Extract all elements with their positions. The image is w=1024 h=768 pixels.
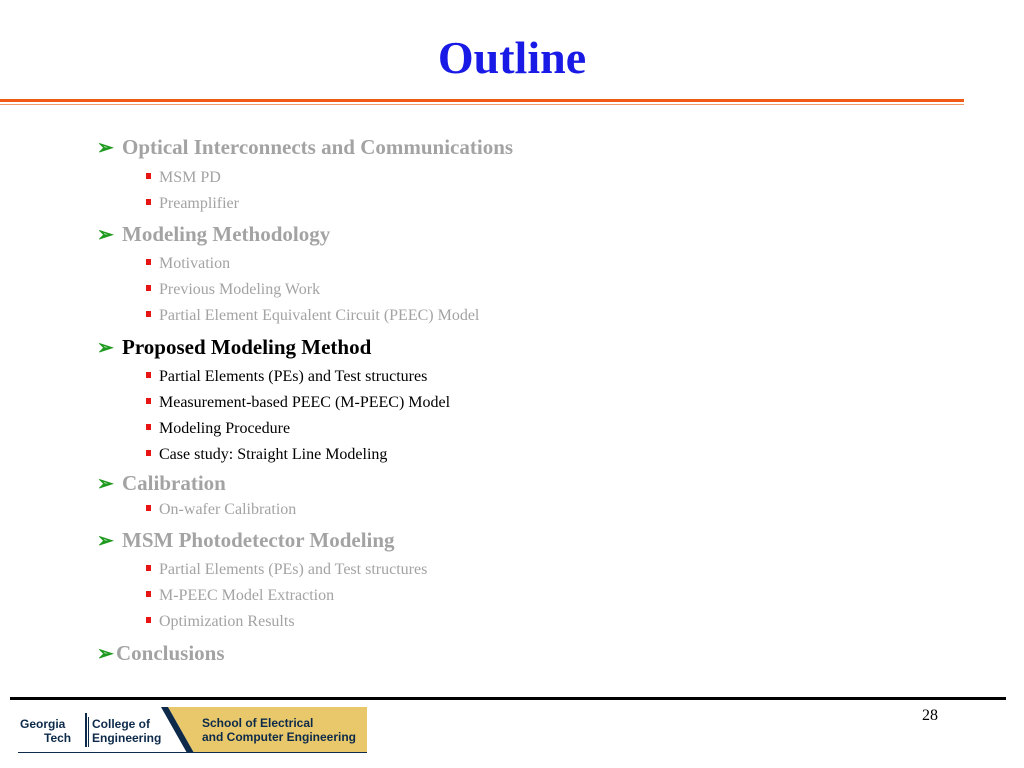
outline-subitem [146, 586, 334, 606]
arrow-bullet-icon: ➢ [97, 643, 114, 665]
footer-divider [10, 697, 1006, 700]
square-bullet-icon [146, 259, 151, 265]
arrow-bullet-icon: ➢ [97, 337, 114, 359]
square-bullet-icon [146, 311, 151, 317]
outline-section-active [97, 335, 371, 360]
title-divider [0, 99, 964, 102]
subitem-label: Motivation [159, 255, 231, 272]
square-bullet-icon [146, 617, 151, 623]
square-bullet-icon [146, 199, 151, 205]
square-bullet-icon [146, 450, 151, 456]
square-bullet-icon [146, 372, 151, 378]
square-bullet-icon [146, 505, 151, 511]
outline-subitem [146, 612, 295, 632]
institution-logo [18, 707, 367, 753]
logo-text-mid-1: College of [92, 717, 151, 731]
section-label: MSM Photodetector Modeling [122, 528, 395, 552]
logo-text-mid-2: Engineering [92, 731, 162, 745]
subitem-label: Case study: Straight Line Modeling [159, 446, 388, 463]
outline-subitem [146, 280, 320, 300]
outline-section [97, 528, 395, 553]
arrow-bullet-icon: ➢ [97, 473, 114, 495]
outline-subitem [146, 419, 290, 439]
logo-graphic [18, 707, 367, 753]
outline-subitem [146, 306, 479, 326]
outline-subitem [146, 254, 230, 274]
logo-text-right-1: School of Electrical [202, 716, 314, 730]
logo-text-right-2: and Computer Engineering [202, 730, 357, 744]
outline-subitem [146, 194, 239, 214]
outline-subitem [146, 168, 221, 188]
subitem-label: On-wafer Calibration [159, 501, 297, 518]
outline-section [97, 471, 226, 496]
subitem-label: Partial Elements (PEs) and Test structures [159, 368, 428, 385]
subitem-label: Previous Modeling Work [159, 281, 321, 298]
subitem-label: Measurement-based PEEC (M-PEEC) Model [159, 394, 451, 411]
arrow-bullet-icon: ➢ [97, 137, 114, 159]
logo-text-left-1: Georgia [20, 717, 66, 731]
subitem-label: MSM PD [159, 169, 221, 186]
outline-subitem [146, 393, 450, 413]
section-label: Optical Interconnects and Communications [122, 135, 514, 159]
subitem-label: Optimization Results [159, 613, 295, 630]
section-label: Modeling Methodology [122, 222, 331, 246]
section-label: Proposed Modeling Method [122, 335, 372, 359]
square-bullet-icon [146, 565, 151, 571]
page-number: 28 [922, 707, 938, 724]
arrow-bullet-icon: ➢ [97, 224, 114, 246]
subitem-label: Preamplifier [159, 195, 239, 212]
square-bullet-icon [146, 173, 151, 179]
subitem-label: Modeling Procedure [159, 420, 291, 437]
outline-subitem [146, 367, 427, 387]
subitem-label: Partial Element Equivalent Circuit (PEEC) Model [159, 307, 480, 324]
section-label: Calibration [122, 471, 226, 495]
square-bullet-icon [146, 398, 151, 404]
outline-subitem [146, 500, 296, 520]
subitem-label: Partial Elements (PEs) and Test structures [159, 561, 428, 578]
logo-text-left-2: Tech [44, 731, 72, 745]
square-bullet-icon [146, 285, 151, 291]
title-divider-thin [0, 104, 964, 105]
slide-title: Outline [437, 32, 587, 83]
outline-section [97, 641, 225, 666]
arrow-bullet-icon: ➢ [97, 530, 114, 552]
outline-section [97, 135, 513, 160]
subitem-label: M-PEEC Model Extraction [159, 587, 335, 604]
outline-subitem [146, 445, 387, 465]
square-bullet-icon [146, 591, 151, 597]
outline-subitem [146, 560, 427, 580]
square-bullet-icon [146, 424, 151, 430]
outline-section [97, 222, 330, 247]
section-label: Conclusions [116, 641, 225, 665]
